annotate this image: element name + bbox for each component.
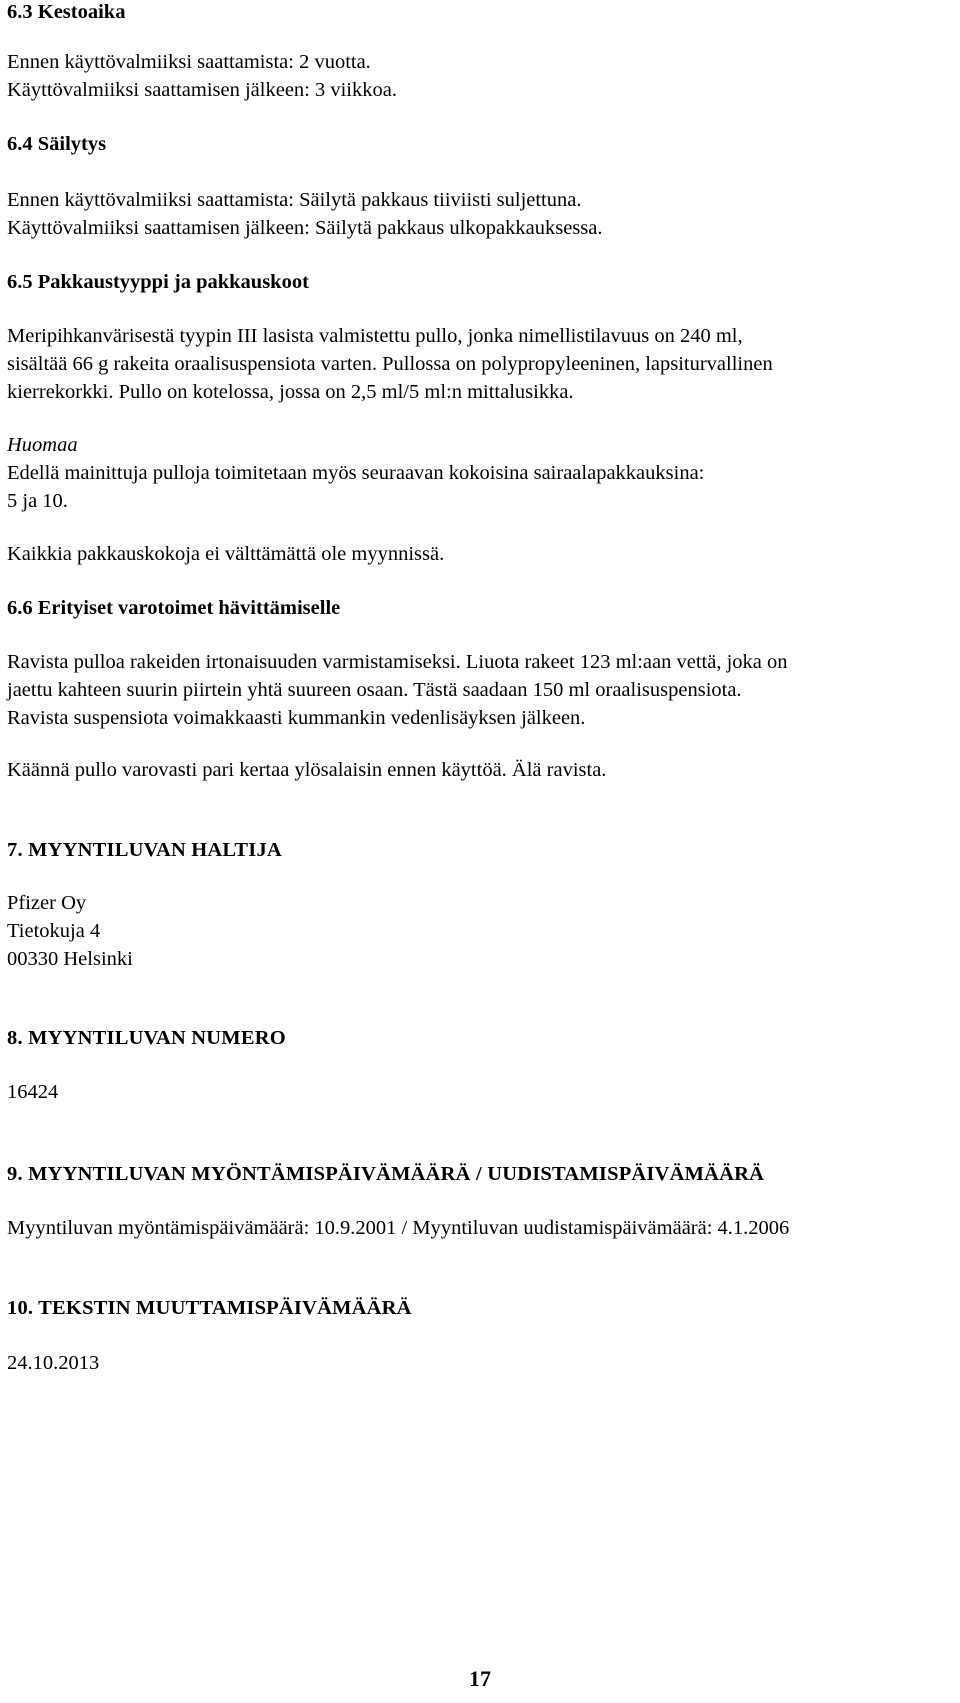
section-heading: 6.3 Kestoaika	[7, 1, 126, 23]
postal-city: 00330 Helsinki	[7, 948, 133, 970]
text-line: Ravista suspensiota voimakkaasti kummankin vedenlisäyksen jälkeen.	[7, 707, 586, 729]
text-line: sisältää 66 g rakeita oraalisuspensiota varten. Pullossa on polypropyleeninen, lapsiturvallinen	[7, 353, 773, 375]
section-heading: 7. MYYNTILUVAN HALTIJA	[7, 839, 282, 861]
company-name: Pfizer Oy	[7, 892, 87, 914]
text-line: Käyttövalmiiksi saattamisen jälkeen: Säilytä pakkaus ulkopakkauksessa.	[7, 217, 603, 239]
note-label: Huomaa	[7, 434, 78, 456]
section-9-body	[7, 1214, 952, 1242]
text-line: Edellä mainittuja pulloja toimitetaan myös seuraavan kokoisina sairaalapakkauksina:	[7, 462, 705, 484]
section-heading: 6.4 Säilytys	[7, 133, 107, 155]
text-line: Ravista pulloa rakeiden irtonaisuuden varmistamiseksi. Liuota rakeet 123 ml:aan vettä, joka on	[7, 651, 788, 673]
authorization-number: 16424	[7, 1081, 59, 1103]
section-6-4	[7, 130, 952, 158]
section-heading: 6.6 Erityiset varotoimet hävittämiselle	[7, 597, 341, 619]
section-6-6-body	[7, 648, 952, 732]
section-6-3-body	[7, 48, 952, 104]
text-line: Käännä pullo varovasti pari kertaa ylösalaisin ennen käyttöä. Älä ravista.	[7, 759, 607, 781]
section-heading: 10. TEKSTIN MUUTTAMISPÄIVÄMÄÄRÄ	[7, 1297, 412, 1319]
text-line: 5 ja 10.	[7, 490, 68, 512]
text-line: Ennen käyttövalmiiksi saattamista: 2 vuotta.	[7, 51, 371, 73]
section-6-5-note	[7, 431, 952, 515]
section-6-5-body	[7, 322, 952, 406]
section-6-5-extra	[7, 540, 952, 568]
text-line: Ennen käyttövalmiiksi saattamista: Säilytä pakkaus tiiviisti suljettuna.	[7, 189, 582, 211]
section-10	[7, 1294, 952, 1322]
street-address: Tietokuja 4	[7, 920, 101, 942]
section-6-6	[7, 594, 952, 622]
section-7-body	[7, 889, 952, 973]
text-line: jaettu kahteen suurin piirtein yhtä suureen osaan. Tästä saadaan 150 ml oraalisuspensiota.	[7, 679, 742, 701]
text-line: Meripihkanvärisestä tyypin III lasista valmistettu pullo, jonka nimellistilavuus on 240 ml,	[7, 325, 743, 347]
section-6-4-body	[7, 186, 952, 242]
section-heading: 6.5 Pakkaustyyppi ja pakkauskoot	[7, 271, 309, 293]
text-line: kierrekorkki. Pullo on kotelossa, jossa on 2,5 ml/5 ml:n mittalusikka.	[7, 381, 574, 403]
section-6-3	[7, 0, 952, 26]
section-8	[7, 1024, 952, 1052]
revision-date: 24.10.2013	[7, 1352, 100, 1374]
authorization-dates: Myyntiluvan myöntämispäivämäärä: 10.9.2001 / Myyntiluvan uudistamispäivämäärä: 4.1.2006	[7, 1217, 790, 1239]
section-6-5	[7, 268, 952, 296]
section-10-body	[7, 1349, 952, 1377]
section-heading: 8. MYYNTILUVAN NUMERO	[7, 1027, 286, 1049]
text-line: Kaikkia pakkauskokoja ei välttämättä ole myynnissä.	[7, 543, 445, 565]
section-8-body	[7, 1078, 952, 1106]
section-heading: 9. MYYNTILUVAN MYÖNTÄMISPÄIVÄMÄÄRÄ / UUDISTAMISPÄIVÄMÄÄRÄ	[7, 1163, 765, 1185]
section-6-6-extra	[7, 756, 952, 784]
text-line: Käyttövalmiiksi saattamisen jälkeen: 3 viikkoa.	[7, 79, 397, 101]
page-number: 17	[469, 1666, 491, 1691]
section-7	[7, 836, 952, 864]
section-9	[7, 1160, 952, 1188]
